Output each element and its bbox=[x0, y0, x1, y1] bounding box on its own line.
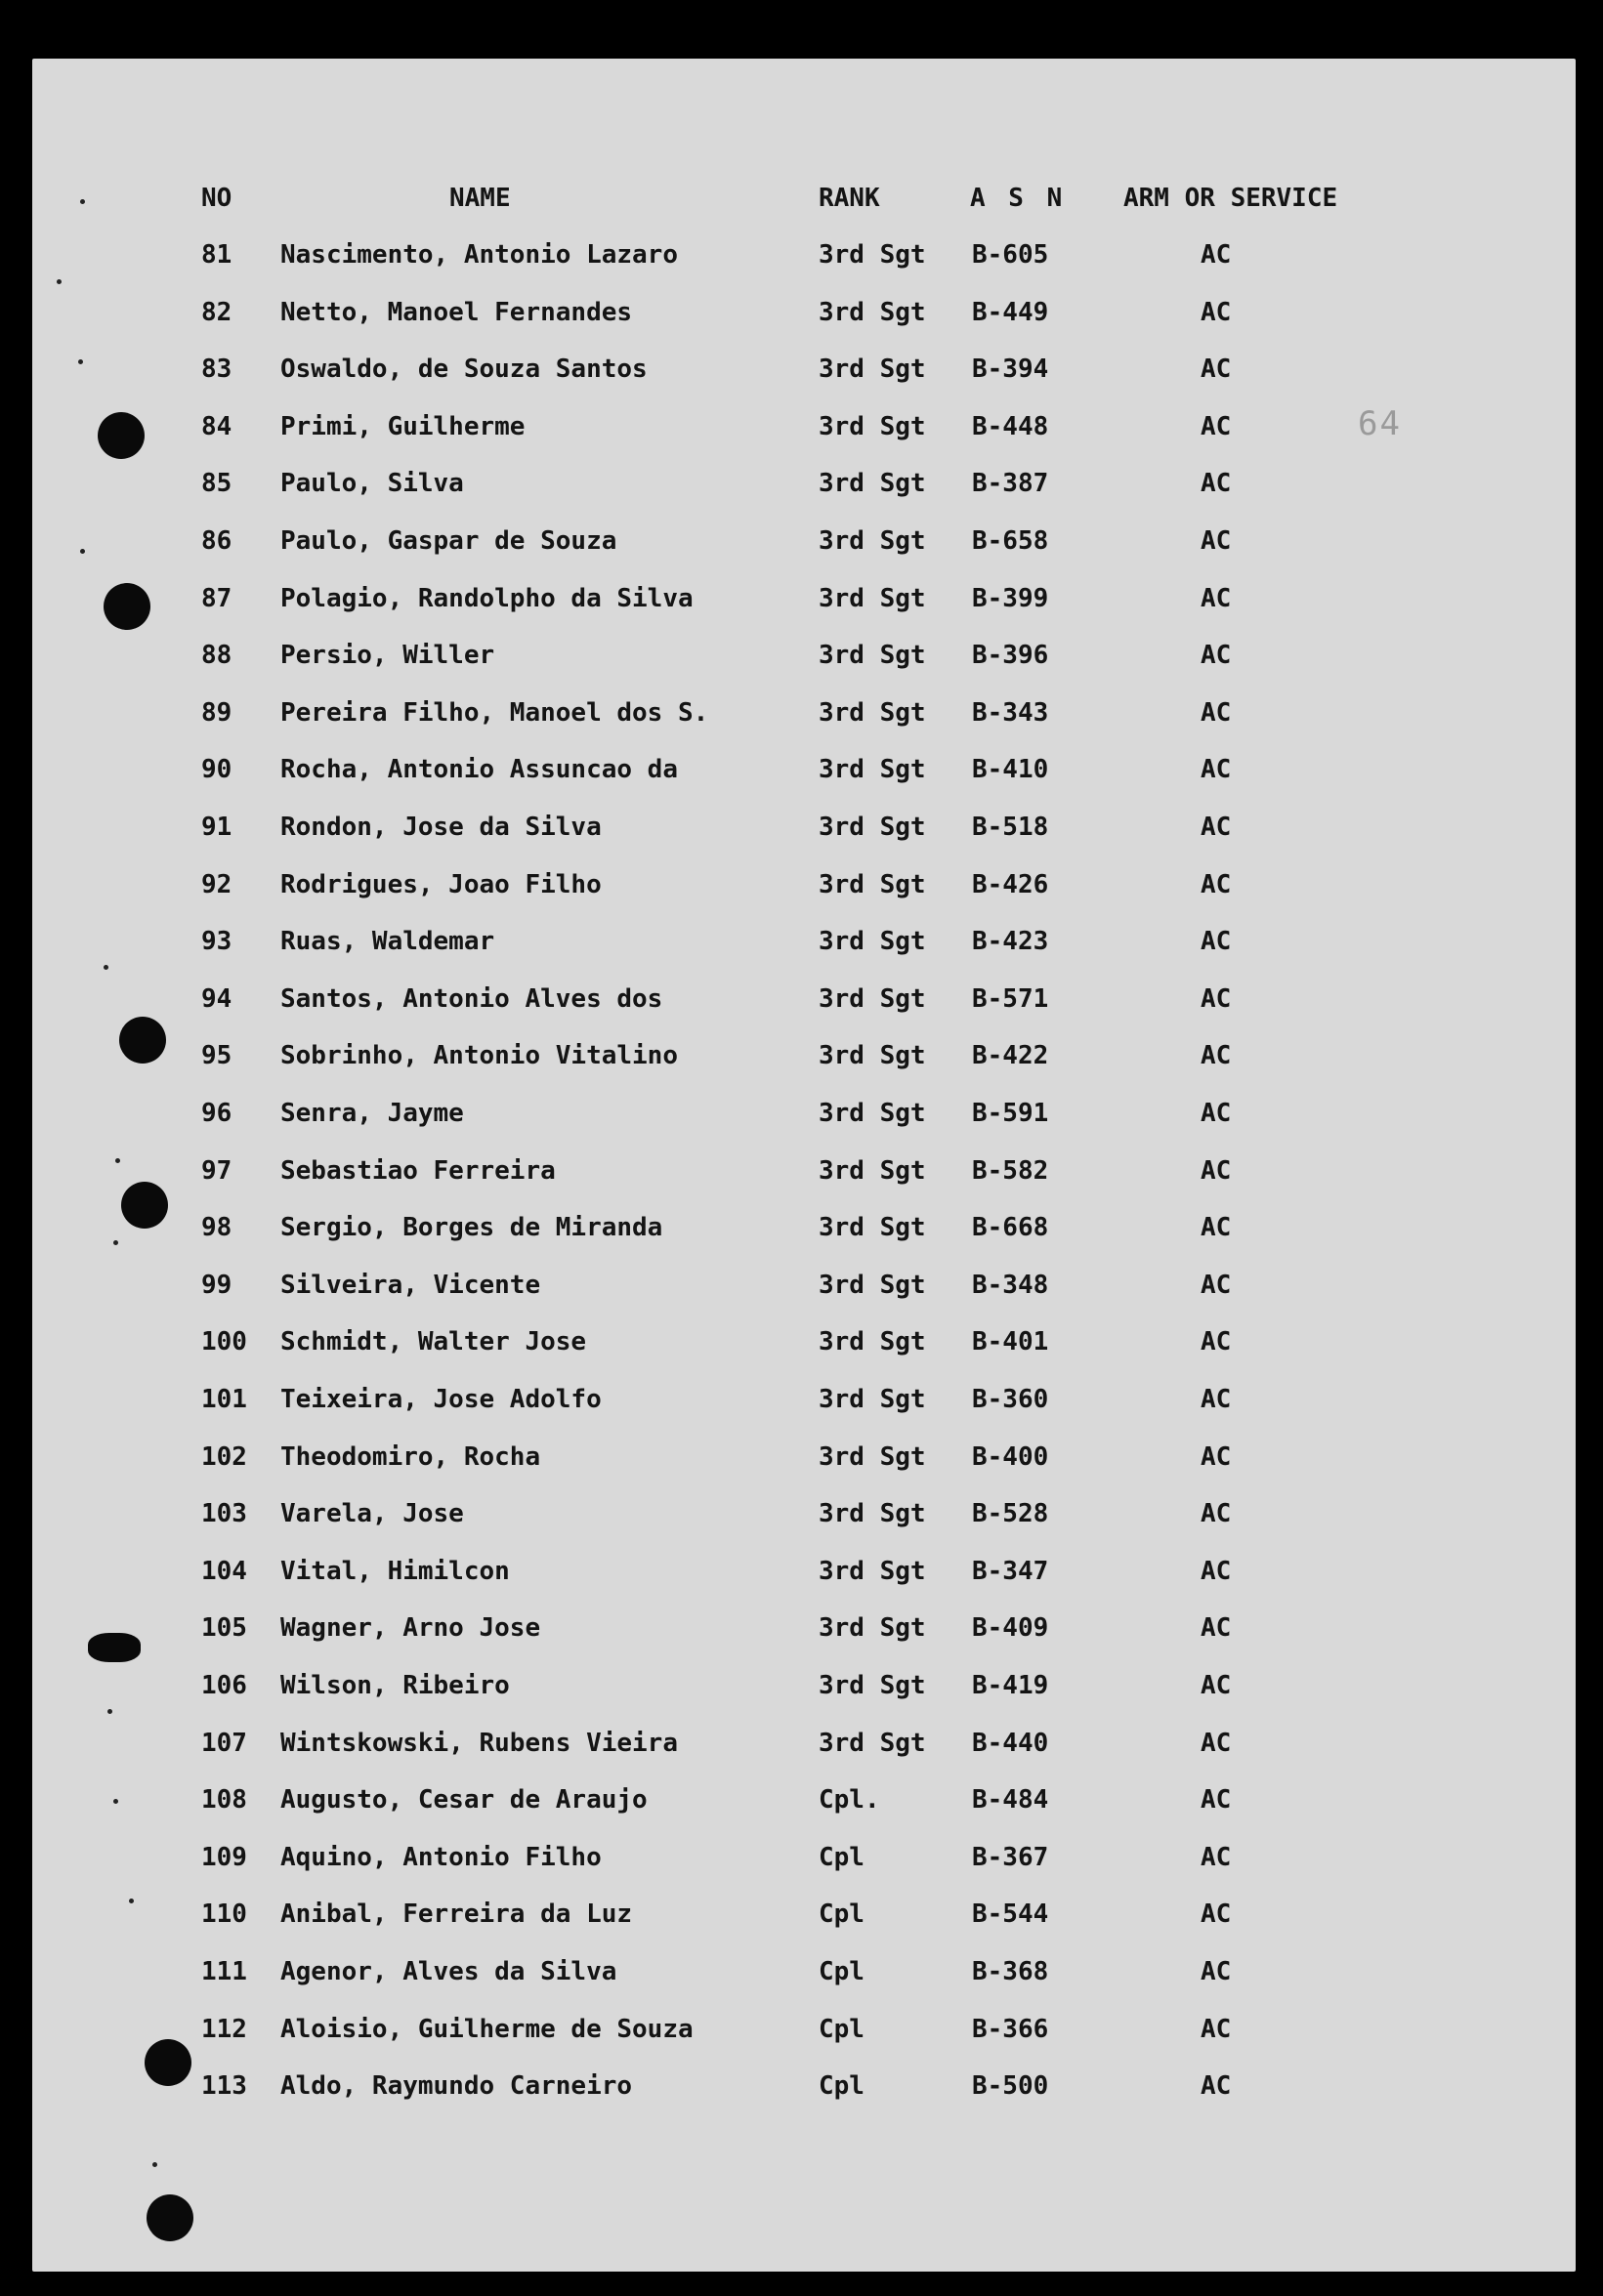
row-asn: B-387 bbox=[972, 469, 1049, 499]
row-no: 93 bbox=[201, 927, 232, 957]
row-name: Augusto, Cesar de Araujo bbox=[280, 1785, 648, 1816]
row-asn: B-401 bbox=[972, 1327, 1049, 1357]
row-name: Wintskowski, Rubens Vieira bbox=[280, 1728, 678, 1758]
row-asn: B-582 bbox=[972, 1155, 1049, 1186]
row-no: 102 bbox=[201, 1441, 247, 1472]
row-asn: B-440 bbox=[972, 1728, 1049, 1758]
row-no: 83 bbox=[201, 355, 232, 385]
row-rank: 3rd Sgt bbox=[819, 526, 926, 556]
row-arm: AC bbox=[1201, 1671, 1232, 1700]
row-name: Oswaldo, de Souza Santos bbox=[280, 355, 648, 385]
row-arm: AC bbox=[1201, 1842, 1232, 1872]
header-name: NAME bbox=[449, 184, 511, 213]
row-no: 94 bbox=[201, 983, 232, 1014]
row-arm: AC bbox=[1201, 2071, 1232, 2102]
row-arm: AC bbox=[1201, 755, 1232, 785]
row-asn: B-367 bbox=[972, 1842, 1049, 1872]
row-rank: 3rd Sgt bbox=[819, 1155, 926, 1186]
table-row bbox=[0, 584, 1603, 623]
row-arm: AC bbox=[1201, 1441, 1232, 1472]
row-rank: Cpl. bbox=[819, 1785, 880, 1816]
row-asn: B-426 bbox=[972, 869, 1049, 899]
table-row bbox=[0, 526, 1603, 565]
row-no: 101 bbox=[201, 1385, 247, 1414]
row-arm: AC bbox=[1201, 355, 1232, 385]
row-no: 111 bbox=[201, 1957, 247, 1986]
row-asn: B-396 bbox=[972, 641, 1049, 671]
row-arm: AC bbox=[1201, 1270, 1232, 1300]
row-no: 92 bbox=[201, 869, 232, 899]
row-name: Rondon, Jose da Silva bbox=[280, 813, 602, 842]
row-arm: AC bbox=[1201, 1957, 1232, 1986]
row-no: 87 bbox=[201, 583, 232, 613]
row-name: Aloisio, Guilherme de Souza bbox=[280, 2014, 694, 2044]
row-arm: AC bbox=[1201, 1728, 1232, 1758]
row-no: 106 bbox=[201, 1671, 247, 1700]
table-row bbox=[0, 927, 1603, 966]
table-row bbox=[0, 813, 1603, 852]
row-rank: 3rd Sgt bbox=[819, 813, 926, 842]
header-no: NO bbox=[201, 184, 232, 213]
row-rank: 3rd Sgt bbox=[819, 240, 926, 270]
row-asn: B-343 bbox=[972, 697, 1049, 728]
row-no: 82 bbox=[201, 297, 232, 327]
row-no: 109 bbox=[201, 1842, 247, 1872]
row-arm: AC bbox=[1201, 1385, 1232, 1414]
row-arm: AC bbox=[1201, 1899, 1232, 1930]
row-rank: 3rd Sgt bbox=[819, 755, 926, 785]
row-rank: 3rd Sgt bbox=[819, 927, 926, 957]
row-rank: 3rd Sgt bbox=[819, 1441, 926, 1472]
row-asn: B-399 bbox=[972, 583, 1049, 613]
row-no: 81 bbox=[201, 240, 232, 270]
row-arm: AC bbox=[1201, 469, 1232, 499]
row-name: Sebastiao Ferreira bbox=[280, 1155, 556, 1186]
row-no: 107 bbox=[201, 1728, 247, 1758]
row-no: 112 bbox=[201, 2014, 247, 2044]
row-rank: 3rd Sgt bbox=[819, 697, 926, 728]
row-asn: B-394 bbox=[972, 355, 1049, 385]
row-asn: B-500 bbox=[972, 2071, 1049, 2102]
row-no: 103 bbox=[201, 1499, 247, 1529]
row-name: Netto, Manoel Fernandes bbox=[280, 297, 633, 327]
table-header bbox=[0, 184, 1603, 223]
row-rank: 3rd Sgt bbox=[819, 1499, 926, 1529]
row-rank: 3rd Sgt bbox=[819, 469, 926, 499]
row-no: 95 bbox=[201, 1041, 232, 1071]
row-name: Nascimento, Antonio Lazaro bbox=[280, 240, 678, 270]
row-name: Primi, Guilherme bbox=[280, 411, 526, 441]
row-asn: B-484 bbox=[972, 1785, 1049, 1816]
row-asn: B-528 bbox=[972, 1499, 1049, 1529]
row-no: 89 bbox=[201, 697, 232, 728]
table-row bbox=[0, 641, 1603, 680]
row-no: 113 bbox=[201, 2071, 247, 2102]
row-rank: 3rd Sgt bbox=[819, 1613, 926, 1644]
row-asn: B-423 bbox=[972, 927, 1049, 957]
row-arm: AC bbox=[1201, 927, 1232, 957]
row-rank: 3rd Sgt bbox=[819, 1213, 926, 1243]
row-rank: 3rd Sgt bbox=[819, 1270, 926, 1300]
row-arm: AC bbox=[1201, 1327, 1232, 1357]
table-row bbox=[0, 984, 1603, 1023]
row-name: Paulo, Silva bbox=[280, 469, 464, 499]
row-name: Vital, Himilcon bbox=[280, 1556, 510, 1586]
row-rank: 3rd Sgt bbox=[819, 355, 926, 385]
row-name: Varela, Jose bbox=[280, 1499, 464, 1529]
row-no: 96 bbox=[201, 1099, 232, 1128]
row-name: Sergio, Borges de Miranda bbox=[280, 1213, 663, 1243]
row-arm: AC bbox=[1201, 526, 1232, 556]
row-name: Agenor, Alves da Silva bbox=[280, 1957, 617, 1986]
row-no: 91 bbox=[201, 813, 232, 842]
row-name: Sobrinho, Antonio Vitalino bbox=[280, 1041, 678, 1071]
row-arm: AC bbox=[1201, 2014, 1232, 2044]
row-asn: B-419 bbox=[972, 1671, 1049, 1700]
row-name: Persio, Willer bbox=[280, 641, 495, 671]
table-row bbox=[0, 469, 1603, 508]
row-arm: AC bbox=[1201, 1041, 1232, 1071]
row-no: 100 bbox=[201, 1327, 247, 1357]
speck bbox=[57, 279, 62, 284]
table-row bbox=[0, 1671, 1603, 1710]
row-arm: AC bbox=[1201, 1499, 1232, 1529]
row-arm: AC bbox=[1201, 240, 1232, 270]
table-row bbox=[0, 1442, 1603, 1482]
table-row bbox=[0, 240, 1603, 279]
row-name: Wagner, Arno Jose bbox=[280, 1613, 541, 1644]
row-asn: B-360 bbox=[972, 1385, 1049, 1414]
row-no: 99 bbox=[201, 1270, 232, 1300]
row-rank: 3rd Sgt bbox=[819, 1671, 926, 1700]
row-asn: B-518 bbox=[972, 813, 1049, 842]
table-row bbox=[0, 1899, 1603, 1939]
row-arm: AC bbox=[1201, 583, 1232, 613]
row-arm: AC bbox=[1201, 1785, 1232, 1816]
row-arm: AC bbox=[1201, 1213, 1232, 1243]
row-asn: B-668 bbox=[972, 1213, 1049, 1243]
table-row bbox=[0, 755, 1603, 794]
row-name: Aquino, Antonio Filho bbox=[280, 1842, 602, 1872]
row-asn: B-409 bbox=[972, 1613, 1049, 1644]
header-asn: A S N bbox=[970, 184, 1067, 213]
row-name: Aldo, Raymundo Carneiro bbox=[280, 2071, 633, 2102]
row-rank: Cpl bbox=[819, 1842, 865, 1872]
table-row bbox=[0, 1843, 1603, 1882]
table-row bbox=[0, 1156, 1603, 1195]
table-row bbox=[0, 1213, 1603, 1252]
row-no: 104 bbox=[201, 1556, 247, 1586]
table-row bbox=[0, 1271, 1603, 1310]
row-asn: B-348 bbox=[972, 1270, 1049, 1300]
table-row bbox=[0, 1557, 1603, 1596]
table-row bbox=[0, 355, 1603, 394]
row-rank: Cpl bbox=[819, 1899, 865, 1930]
row-rank: Cpl bbox=[819, 2014, 865, 2044]
row-asn: B-422 bbox=[972, 1041, 1049, 1071]
row-asn: B-448 bbox=[972, 411, 1049, 441]
row-no: 98 bbox=[201, 1213, 232, 1243]
row-name: Rodrigues, Joao Filho bbox=[280, 869, 602, 899]
row-arm: AC bbox=[1201, 1155, 1232, 1186]
row-no: 90 bbox=[201, 755, 232, 785]
row-arm: AC bbox=[1201, 411, 1232, 441]
row-name: Senra, Jayme bbox=[280, 1099, 464, 1128]
row-name: Theodomiro, Rocha bbox=[280, 1441, 541, 1472]
row-no: 105 bbox=[201, 1613, 247, 1644]
table-row bbox=[0, 1385, 1603, 1424]
row-rank: Cpl bbox=[819, 1957, 865, 1986]
table-row bbox=[0, 1041, 1603, 1080]
row-name: Schmidt, Walter Jose bbox=[280, 1327, 587, 1357]
row-asn: B-410 bbox=[972, 755, 1049, 785]
row-asn: B-571 bbox=[972, 983, 1049, 1014]
table-row bbox=[0, 870, 1603, 909]
row-no: 86 bbox=[201, 526, 232, 556]
row-asn: B-400 bbox=[972, 1441, 1049, 1472]
row-arm: AC bbox=[1201, 1556, 1232, 1586]
row-arm: AC bbox=[1201, 983, 1232, 1014]
table-row bbox=[0, 2071, 1603, 2110]
row-rank: 3rd Sgt bbox=[819, 297, 926, 327]
row-rank: 3rd Sgt bbox=[819, 983, 926, 1014]
row-rank: 3rd Sgt bbox=[819, 1327, 926, 1357]
row-name: Santos, Antonio Alves dos bbox=[280, 983, 663, 1014]
row-name: Ruas, Waldemar bbox=[280, 927, 495, 957]
row-asn: B-658 bbox=[972, 526, 1049, 556]
header-rank: RANK bbox=[819, 184, 880, 213]
row-no: 88 bbox=[201, 641, 232, 671]
row-rank: 3rd Sgt bbox=[819, 1041, 926, 1071]
row-no: 97 bbox=[201, 1155, 232, 1186]
row-arm: AC bbox=[1201, 641, 1232, 671]
row-name: Silveira, Vicente bbox=[280, 1270, 541, 1300]
row-asn: B-544 bbox=[972, 1899, 1049, 1930]
row-rank: 3rd Sgt bbox=[819, 1728, 926, 1758]
table-row bbox=[0, 1613, 1603, 1652]
page-number-stamp: 64 bbox=[1358, 404, 1402, 443]
row-arm: AC bbox=[1201, 1099, 1232, 1128]
row-rank: 3rd Sgt bbox=[819, 869, 926, 899]
header-arm-or-service: ARM OR SERVICE bbox=[1123, 184, 1338, 213]
row-rank: 3rd Sgt bbox=[819, 1385, 926, 1414]
row-arm: AC bbox=[1201, 297, 1232, 327]
row-no: 110 bbox=[201, 1899, 247, 1930]
table-row bbox=[0, 1099, 1603, 1138]
table-row bbox=[0, 412, 1603, 451]
row-rank: 3rd Sgt bbox=[819, 583, 926, 613]
row-name: Wilson, Ribeiro bbox=[280, 1671, 510, 1700]
table-row bbox=[0, 1499, 1603, 1538]
row-name: Rocha, Antonio Assuncao da bbox=[280, 755, 678, 785]
row-no: 85 bbox=[201, 469, 232, 499]
row-asn: B-368 bbox=[972, 1957, 1049, 1986]
table-row bbox=[0, 1327, 1603, 1366]
table-row bbox=[0, 1957, 1603, 1996]
row-rank: 3rd Sgt bbox=[819, 641, 926, 671]
row-rank: 3rd Sgt bbox=[819, 1099, 926, 1128]
row-rank: 3rd Sgt bbox=[819, 411, 926, 441]
row-name: Polagio, Randolpho da Silva bbox=[280, 583, 694, 613]
row-asn: B-449 bbox=[972, 297, 1049, 327]
row-arm: AC bbox=[1201, 813, 1232, 842]
row-asn: B-347 bbox=[972, 1556, 1049, 1586]
row-name: Paulo, Gaspar de Souza bbox=[280, 526, 617, 556]
row-name: Pereira Filho, Manoel dos S. bbox=[280, 697, 709, 728]
speck bbox=[152, 2162, 157, 2167]
table-row bbox=[0, 1785, 1603, 1824]
row-rank: 3rd Sgt bbox=[819, 1556, 926, 1586]
row-asn: B-366 bbox=[972, 2014, 1049, 2044]
row-asn: B-605 bbox=[972, 240, 1049, 270]
row-rank: Cpl bbox=[819, 2071, 865, 2102]
row-arm: AC bbox=[1201, 869, 1232, 899]
table-row bbox=[0, 698, 1603, 737]
row-no: 108 bbox=[201, 1785, 247, 1816]
table-row bbox=[0, 1729, 1603, 1768]
row-arm: AC bbox=[1201, 1613, 1232, 1644]
row-no: 84 bbox=[201, 411, 232, 441]
row-arm: AC bbox=[1201, 697, 1232, 728]
punch-hole bbox=[147, 2194, 193, 2241]
table-row bbox=[0, 298, 1603, 337]
row-asn: B-591 bbox=[972, 1099, 1049, 1128]
table-row bbox=[0, 2015, 1603, 2054]
row-name: Anibal, Ferreira da Luz bbox=[280, 1899, 633, 1930]
row-name: Teixeira, Jose Adolfo bbox=[280, 1385, 602, 1414]
